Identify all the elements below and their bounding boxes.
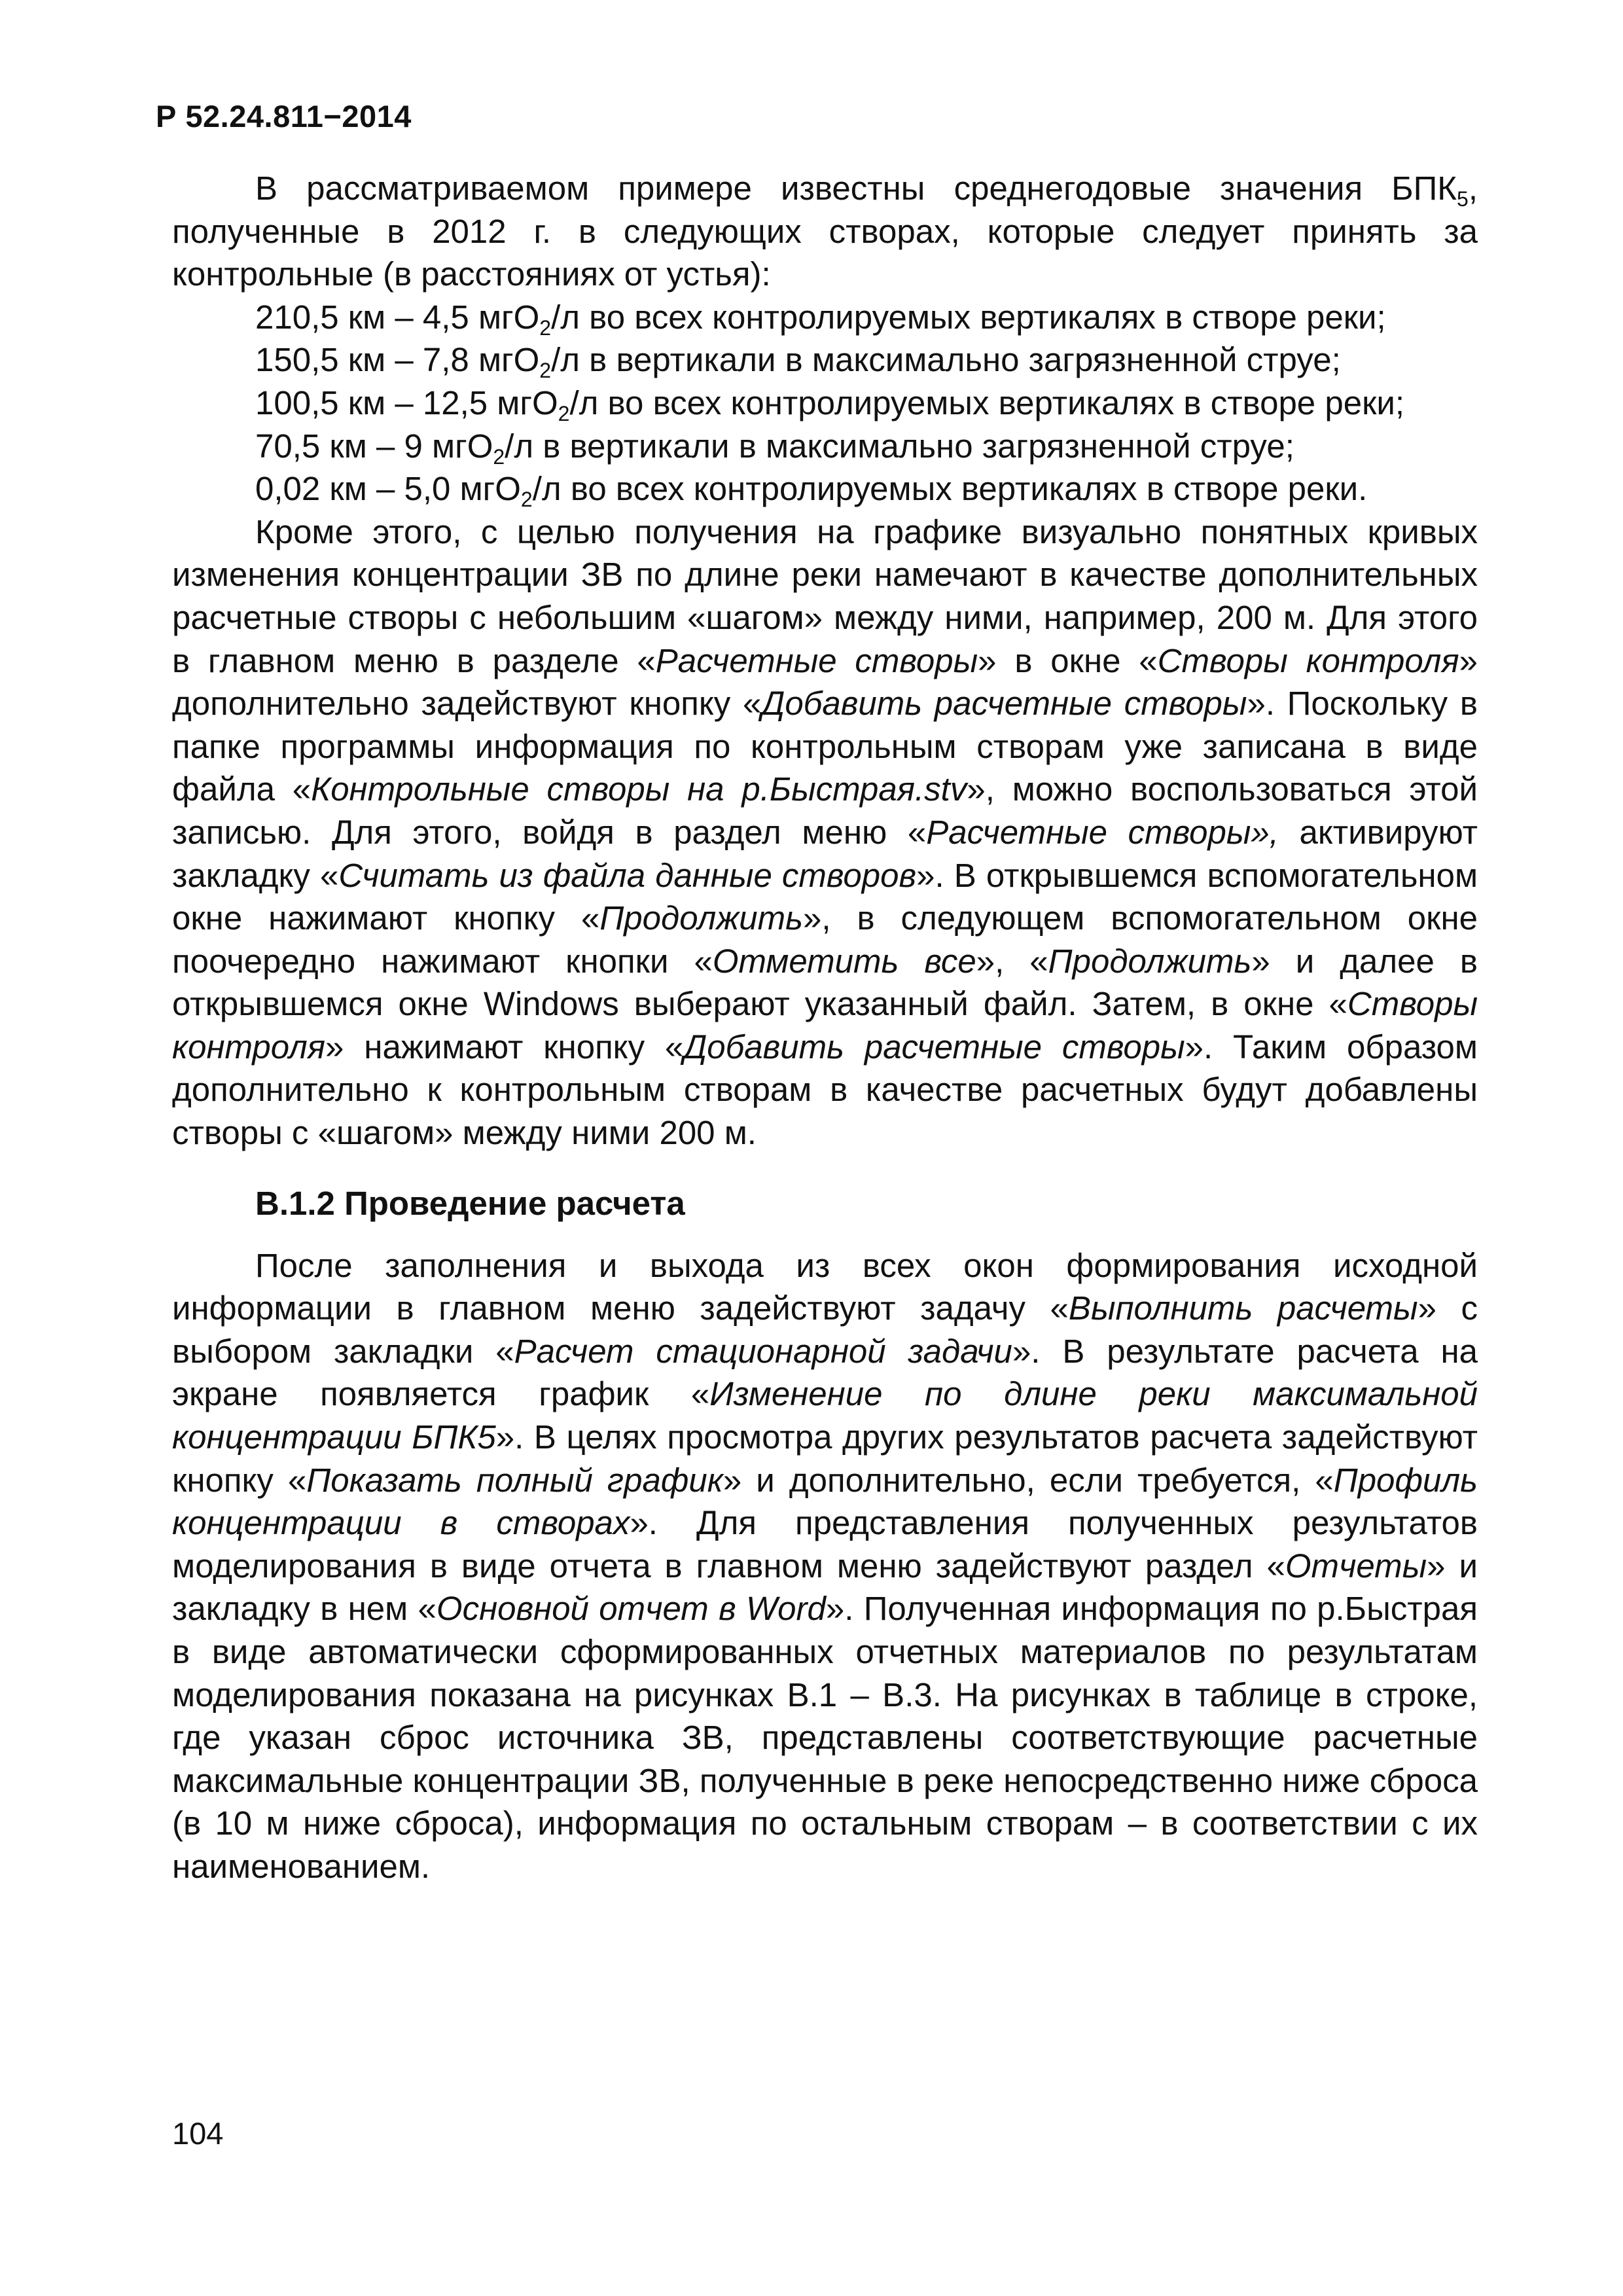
text-run: /л во всех контролируемых вертикалях в створе реки; xyxy=(551,298,1386,336)
list-item xyxy=(172,296,1478,339)
subscript: 5 xyxy=(1457,187,1469,211)
italic-ui-term: Продолжить xyxy=(1048,942,1252,980)
text-run: ». Таким образом дополнительно к контрольным створам в качестве расчетных будут добавлены створы с «шагом» между ними 200 м. xyxy=(172,1028,1478,1152)
text-run: /л в вертикали в максимально загрязненной струе; xyxy=(505,427,1294,465)
text-run: » в окне « xyxy=(978,641,1158,679)
italic-ui-term: Изменение по длине реки максимальной концентрации БПК5 xyxy=(172,1375,1478,1456)
document-code-header: Р 52.24.811−2014 xyxy=(156,99,412,134)
text-run: В рассматриваемом примере известны среднегодовые значения БПК xyxy=(255,170,1457,207)
main-text xyxy=(172,167,1478,1888)
text-run: , полученные в 2012 г. в следующих створах, которые следует принять за контрольные (в расстояниях от устья): xyxy=(172,170,1478,293)
italic-ui-term: Продолжить xyxy=(599,899,803,937)
paragraph-intro xyxy=(172,167,1478,296)
text-run: » дополнительно задействуют кнопку « xyxy=(172,641,1478,723)
italic-ui-term: Считать из файла данные створов xyxy=(338,856,917,894)
italic-ui-term: Створы контроля xyxy=(172,985,1478,1066)
italic-ui-term: Добавить расчетные створы xyxy=(683,1028,1185,1066)
subscript: 2 xyxy=(493,444,505,469)
text-run: /л в вертикали в максимально загрязненной струе; xyxy=(551,341,1341,379)
subscript: 2 xyxy=(539,359,552,383)
italic-ui-term: Профиль концентрации в створах xyxy=(172,1461,1478,1542)
text-run: » и закладку в нем « xyxy=(172,1547,1478,1628)
italic-ui-term: Основной отчет в Word xyxy=(436,1590,826,1628)
text-run: », « xyxy=(976,942,1048,980)
text-run: », можно воспользоваться этой записью. Для этого, войдя в раздел меню « xyxy=(172,770,1478,851)
text-run: ». В открывшемся вспомогательном окне нажимают кнопку « xyxy=(172,856,1478,937)
list-item xyxy=(172,338,1478,382)
text-run: 70,5 км – 9 мгО xyxy=(255,427,493,465)
italic-ui-term: Створы контроля xyxy=(1157,641,1459,679)
italic-ui-term: Контрольные створы на р.Быстрая.stv xyxy=(311,770,967,808)
italic-ui-term: Отчеты xyxy=(1285,1547,1427,1585)
italic-ui-term: Отметить все xyxy=(712,942,976,980)
text-run: » и далее в открывшемся окне Windows выберают указанный файл. Затем, в окне « xyxy=(172,942,1478,1023)
paragraph-additional-sections xyxy=(172,511,1478,1155)
italic-ui-term: Выполнить расчеты xyxy=(1068,1289,1418,1327)
text-run: » с выбором закладки « xyxy=(172,1289,1478,1370)
italic-ui-term: Расчет стационарной задачи xyxy=(514,1332,1012,1370)
text-run: 150,5 км – 7,8 мгО xyxy=(255,341,540,379)
text-run: 0,02 км – 5,0 мгО xyxy=(255,470,521,508)
text-run: 210,5 км – 4,5 мгО xyxy=(255,298,540,336)
text-run: 100,5 км – 12,5 мгО xyxy=(255,384,558,422)
text-run: активируют закладку « xyxy=(172,813,1478,894)
list-item xyxy=(172,425,1478,468)
section-heading: В.1.2 Проведение расчета xyxy=(255,1184,685,1222)
list-item xyxy=(172,382,1478,425)
subscript: 2 xyxy=(558,401,570,425)
italic-ui-term: Расчетные створы», xyxy=(926,813,1279,851)
text-run: /л во всех контролируемых вертикалях в створе реки; xyxy=(569,384,1405,422)
text-run: ». Поскольку в папке программы информация по контрольным створам уже записана в виде файла « xyxy=(172,685,1478,808)
text-run: ». Для представления полученных результатов моделирования в виде отчета в главном меню задействуют раздел « xyxy=(172,1504,1478,1585)
text-run: ». В целях просмотра других результатов расчета задействуют кнопку « xyxy=(172,1418,1478,1499)
text-run: » нажимают кнопку « xyxy=(325,1028,684,1066)
text-run: /л во всех контролируемых вертикалях в створе реки. xyxy=(532,470,1368,508)
list-item xyxy=(172,467,1478,511)
text-run: » и дополнительно, если требуется, « xyxy=(722,1461,1334,1499)
paragraph-calculation xyxy=(172,1244,1478,1888)
italic-ui-term: Показать полный график xyxy=(306,1461,723,1499)
italic-ui-term: Добавить расчетные створы xyxy=(761,685,1247,723)
text-run: ». Полученная информация по р.Быстрая в виде автоматически сформированных отчетных материалов по результатам моделирования показана на рисунках В.1 – В.3. На рисунках в таблице в строке, где указан сброс источника ЗВ, представлены соответствующие расчетные максимальные концентрации ЗВ, полученные в реке непосредственно ниже сброса (в 10 м ниже сброса), информация по остальным створам – в соответствии с их наименованием. xyxy=(172,1590,1478,1885)
subscript: 2 xyxy=(539,315,552,340)
text-run: ». В результате расчета на экране появляется график « xyxy=(172,1332,1478,1413)
text-run: Кроме этого, с целью получения на графике визуально понятных кривых изменения концентрации ЗВ по длине реки намечают в качестве дополнительных расчетные створы с небольшим «шагом» между ними, например, 200 м. Для этого в главном меню в разделе « xyxy=(172,512,1478,679)
page-number: 104 xyxy=(172,2116,224,2151)
text-run: », в следующем вспомогательном окне поочередно нажимают кнопки « xyxy=(172,899,1478,980)
text-run: После заполнения и выхода из всех окон формирования исходной информации в главном меню задействуют задачу « xyxy=(172,1246,1478,1327)
subscript: 2 xyxy=(520,488,533,512)
italic-ui-term: Расчетные створы xyxy=(655,641,978,679)
